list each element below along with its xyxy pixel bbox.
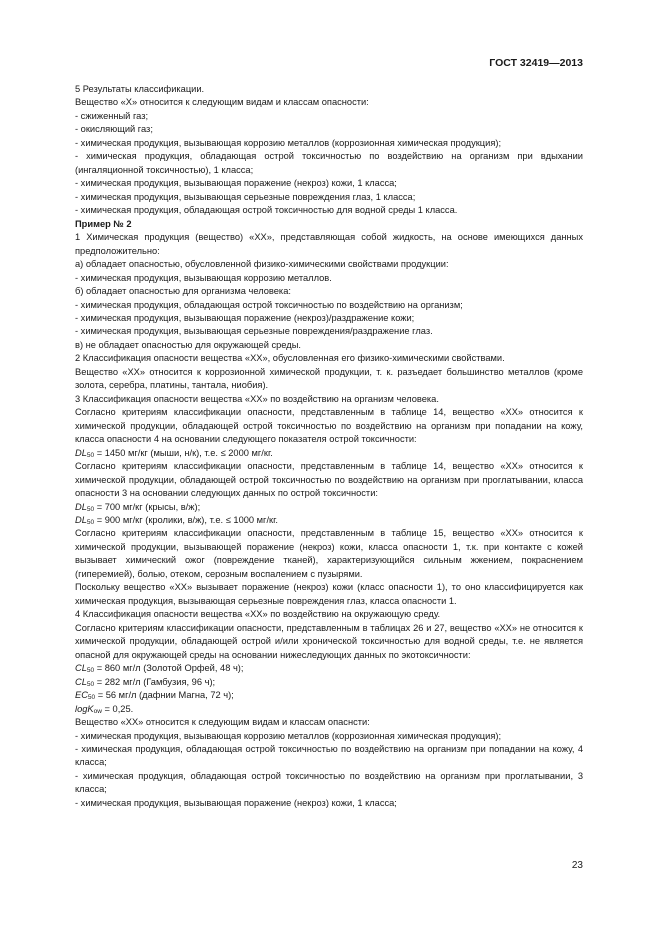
toxicity-value: [75, 703, 583, 716]
list-item: - сжиженный газ;: [75, 110, 149, 121]
paragraph: Согласно критериям классификации опасности, представленным в таблице 14, вещество «ХХ» относится к химической продукции, обладающей острой токсичностью по воздействию на организм при проглатывании, класса опасности 3 на основании следующих данных по острой токсичности:: [75, 461, 583, 499]
list-item: - химическая продукция, обладающая острой токсичностью для водной среды 1 класса.: [75, 205, 458, 216]
paragraph: б) обладает опасностью для организма человека:: [75, 286, 291, 297]
toxicity-value: [75, 447, 583, 460]
cl50-symbol: CL: [75, 676, 87, 687]
subscript: 50: [87, 694, 96, 702]
value-text: = 700 мг/кг (крысы, в/ж);: [94, 501, 201, 512]
value-text: = 860 мг/л (Золотой Орфей, 48 ч);: [94, 663, 244, 674]
toxicity-value: [75, 501, 583, 514]
logk-symbol: logK: [75, 703, 94, 714]
list-item: - химическая продукция, вызывающая поражение (некроз) кожи, 1 класса;: [75, 178, 397, 189]
paragraph: 5 Результаты классификации.: [75, 84, 205, 94]
list-item: - химическая продукция, вызывающая коррозию металлов (коррозионная химическая продукция);: [75, 137, 502, 148]
paragraph: 3 Классификация опасности вещества «ХХ» по воздействию на организм человека.: [75, 393, 439, 404]
list-item: - химическая продукция, обладающая острой токсичностью по воздействию на организм при проглатывании, 3 класса;: [75, 770, 583, 795]
dl50-symbol: DL: [75, 447, 87, 458]
value-text: = 900 мг/кг (кролики, в/ж), т.е. ≤ 1000 мг/кг.: [94, 515, 278, 525]
dl50-symbol: DL: [75, 501, 87, 512]
list-item: - химическая продукция, вызывающая поражение (некроз) кожи, 1 класса;: [75, 797, 397, 808]
page-number: 23: [571, 860, 583, 871]
toxicity-value: [75, 662, 583, 675]
toxicity-value: [75, 676, 583, 689]
toxicity-value: [75, 514, 583, 527]
list-item: - химическая продукция, вызывающая серьезные повреждения/раздражение глаз.: [75, 326, 433, 337]
list-item: - окисляющий газ;: [75, 124, 153, 135]
paragraph: Поскольку вещество «ХХ» вызывает поражение (некроз) кожи (класс опасности 1), то оно классифицируется как химическая продукция, вызывающая серьезные повреждения глаз, класса опасности 1.: [75, 582, 583, 606]
list-item: - химическая продукция, обладающая острой токсичностью по воздействию на организм;: [75, 299, 463, 310]
dl50-symbol: DL: [75, 515, 87, 525]
value-text: = 56 мг/л (дафнии Магна, 72 ч);: [95, 690, 234, 701]
paragraph: Согласно критериям классификации опасности, представленным в таблицах 26 и 27, вещество «ХХ» не относится к химической продукции, обладающей острой и/или хронической токсичностью для водной среды, т.е. не является опасной для окружающей среды на основании нижеследующих данных по экотоксичности:: [75, 622, 583, 660]
paragraph: а) обладает опасностью, обусловленной физико-химическими свойствами продукции:: [75, 259, 449, 270]
value-text: = 0,25.: [101, 703, 134, 714]
paragraph: Вещество «ХХ» относится к коррозионной химической продукции, т. к. разъедает большинство металлов (кроме золота, серебра, платины, тантала, ниобия).: [75, 366, 583, 391]
value-text: = 1450 мг/кг (мыши, н/к), т.е. ≤ 2000 мг/кг.: [94, 447, 273, 458]
example-heading: Пример № 2: [75, 218, 132, 229]
paragraph: 4 Классификация опасности вещества «ХХ» по воздействию на окружающую среду.: [75, 609, 441, 620]
list-item: - химическая продукция, вызывающая серьезные повреждения глаз, 1 класса;: [75, 191, 416, 202]
toxicity-value: [75, 689, 583, 702]
list-item: - химическая продукция, вызывающая коррозию металлов.: [75, 272, 332, 283]
paragraph: Вещество «ХХ» относится к следующим видам и классам опаснсти:: [75, 717, 370, 728]
paragraph: Вещество «Х» относится к следующим видам и классам опасности:: [75, 97, 369, 108]
paragraph: в) не обладает опасностью для окружающей среды.: [75, 339, 301, 350]
paragraph: Согласно критериям классификации опасности, представленным в таблице 15, вещество «ХХ» относится к химической продукции, вызывающей поражение (некроз) кожи, класса опасности 1, т.к. при контакте с кожей вызывает химический ожог (повреждение тканей), характеризующийся сильным жжением, покраснением (гиперемией), болью, отеком, серозным воспалением с пузырями.: [75, 528, 583, 579]
subscript: 50: [86, 505, 95, 513]
paragraph: Согласно критериям классификации опасности, представленным в таблице 14, вещество «ХХ» относится к химической продукции, обладающей острой токсичностью по воздействию на организм при попадании на кожу, класса опасности 4 на основании следующего показателя острой токсичности:: [75, 407, 583, 445]
value-text: = 282 мг/л (Гамбузия, 96 ч);: [94, 676, 216, 687]
paragraph: 1 Химическая продукция (вещество) «ХХ», представляющая собой жидкость, на основе имеющихся данных предположительно:: [75, 232, 583, 256]
subscript: 50: [86, 667, 95, 675]
subscript: ow: [93, 707, 102, 715]
list-item: - химическая продукция, обладающая острой токсичностью по воздействию на организм при вдыхании (ингаляционной токсичностью), 1 класса;: [75, 151, 583, 175]
list-item: - химическая продукция, обладающая острой токсичностью по воздействию на организм при попадании на кожу, 4 класса;: [75, 743, 583, 768]
subscript: 50: [86, 451, 95, 459]
list-item: - химическая продукция, вызывающая поражение (некроз)/раздражение кожи;: [75, 312, 415, 323]
cl50-symbol: CL: [75, 663, 87, 674]
document-body: [75, 83, 583, 810]
ec50-symbol: EC: [75, 690, 88, 701]
paragraph: - химическая продукция, вызывающая коррозию металлов (коррозионная химическая продукция);: [75, 730, 502, 741]
subscript: 50: [86, 519, 95, 526]
standard-header: ГОСТ 32419—2013: [489, 57, 583, 69]
subscript: 50: [86, 680, 95, 688]
paragraph: 2 Классификация опасности вещества «ХХ», обусловленная его физико-химическими свойствами.: [75, 353, 505, 364]
